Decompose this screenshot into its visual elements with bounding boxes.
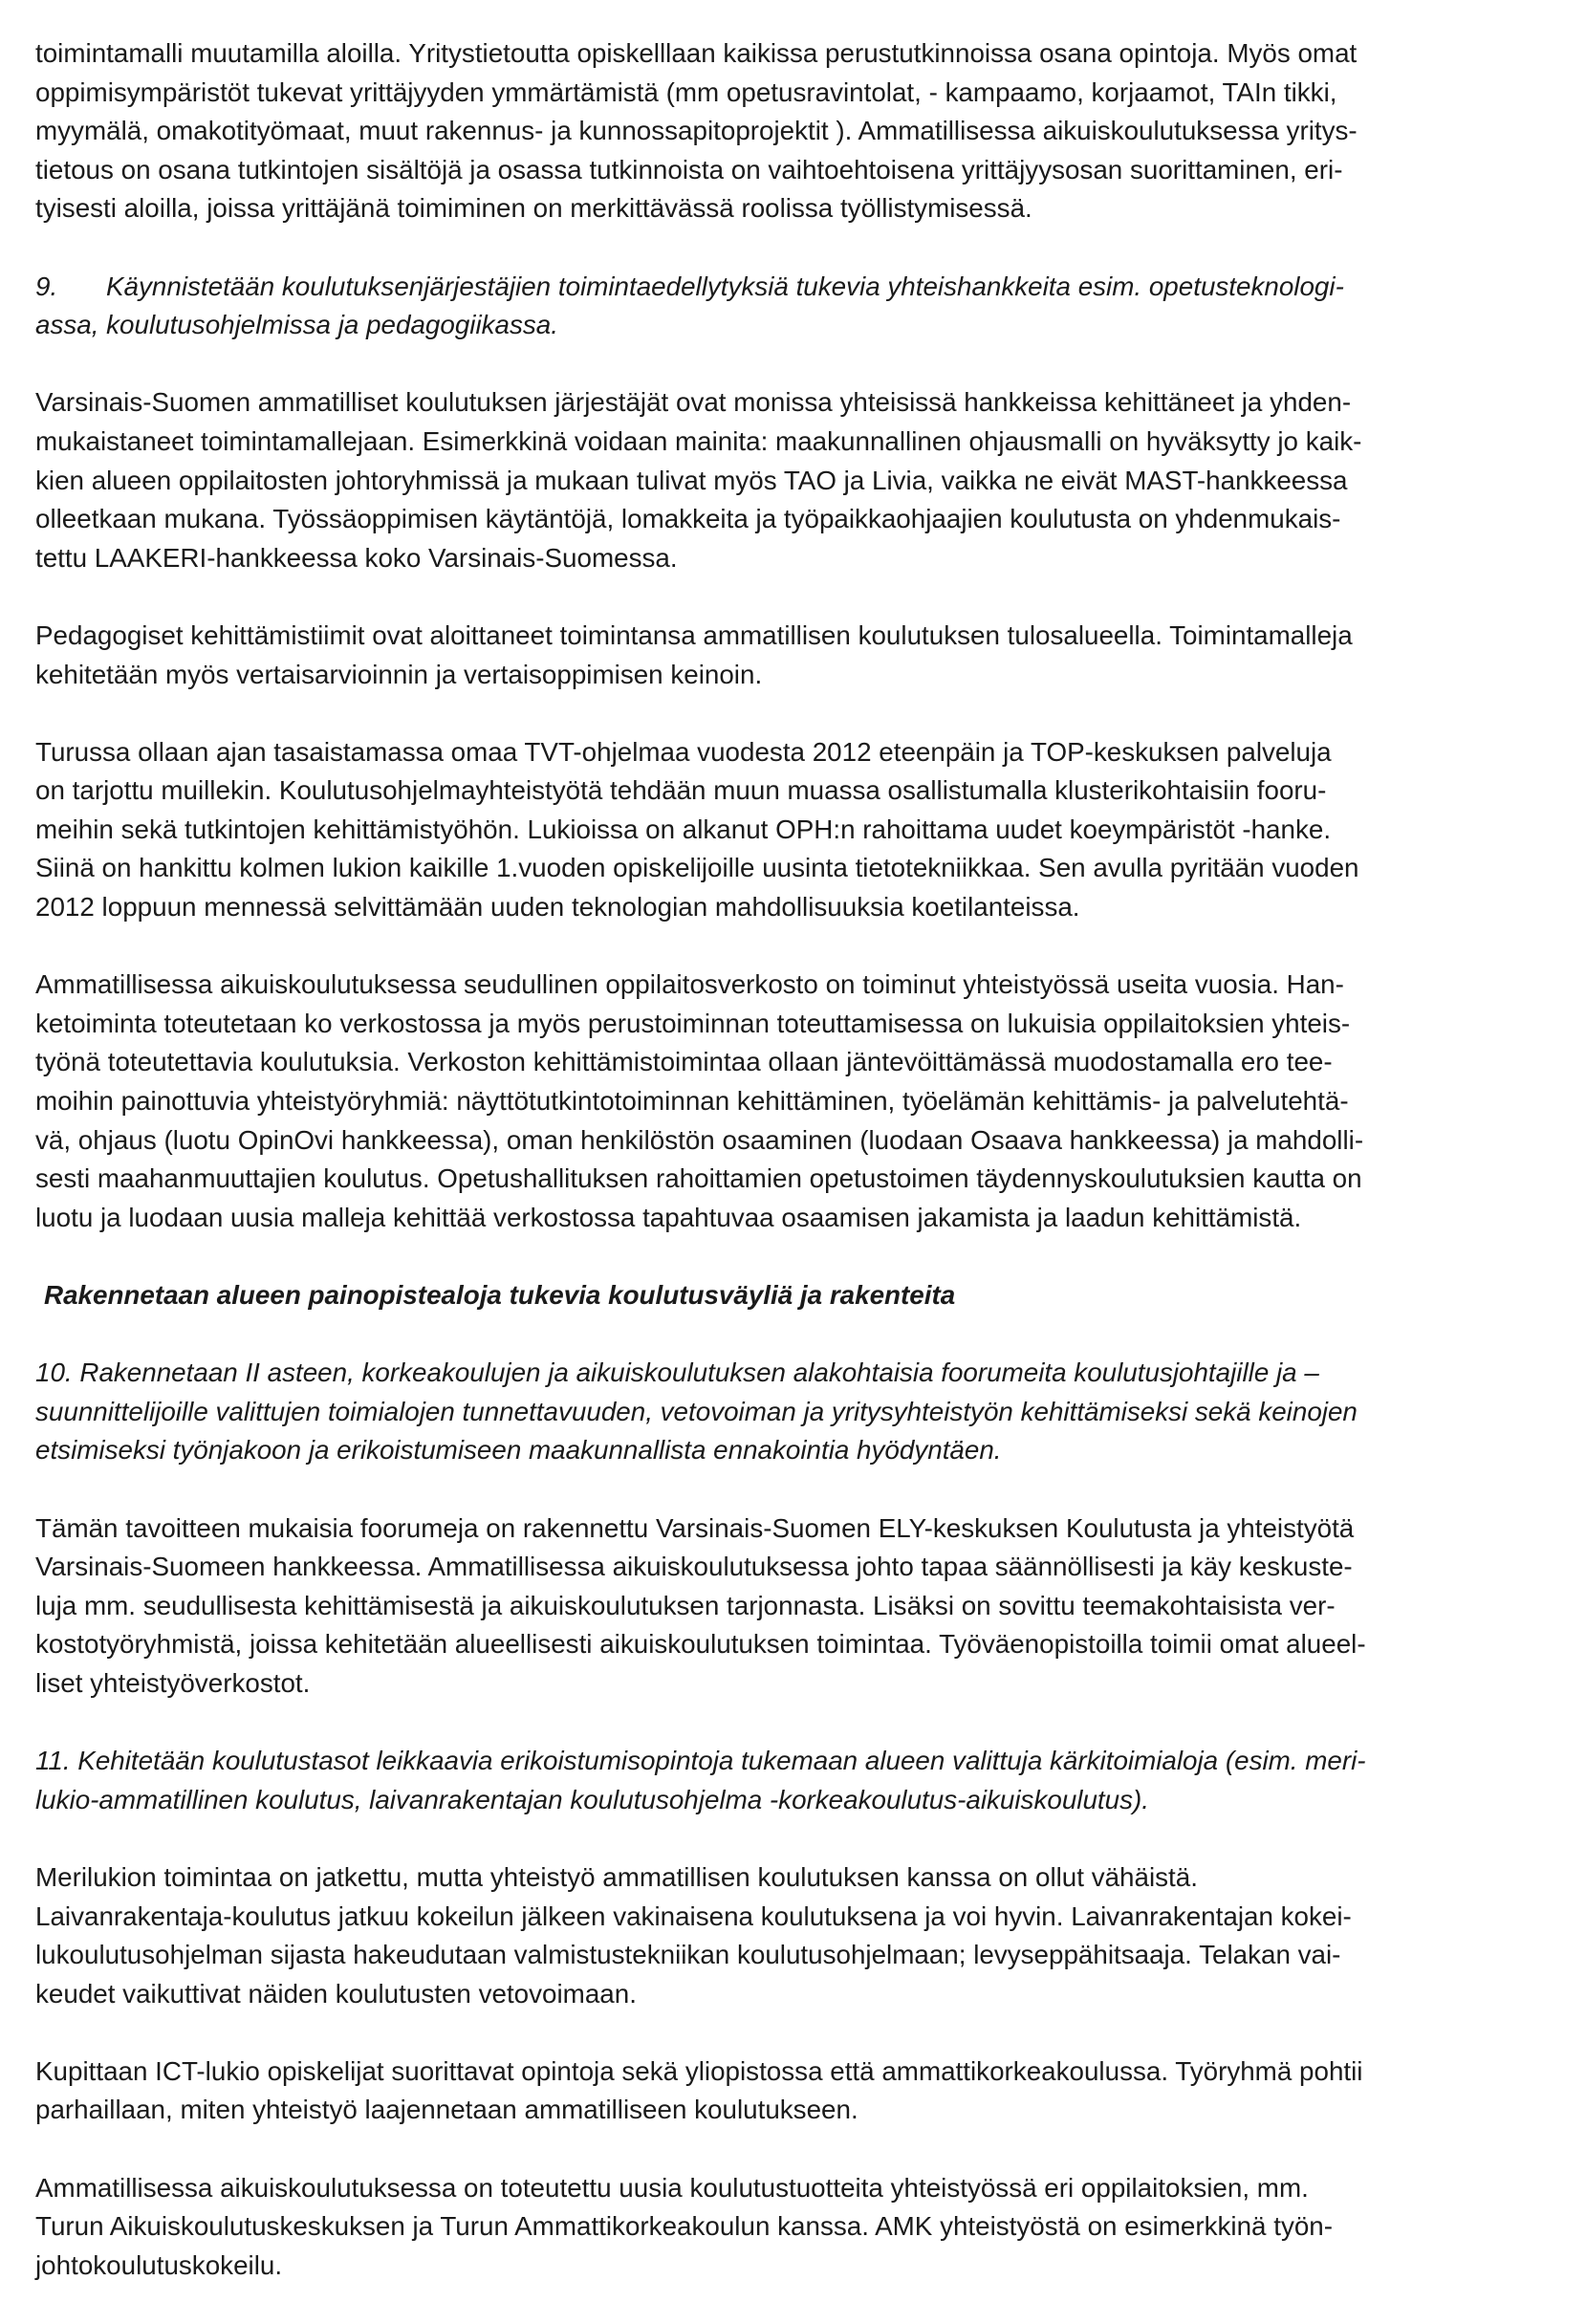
goal-9-heading [35, 268, 1555, 345]
paragraph-turku-tvt [35, 733, 1555, 927]
paragraph-forums [35, 1510, 1555, 1704]
paragraph-pedagogical-teams [35, 617, 1555, 694]
goal-10-heading [35, 1354, 1555, 1470]
paragraph-new-products [35, 2169, 1555, 2286]
text-line: liset yhteistyöverkostot. [35, 1667, 311, 1698]
paragraph-adult-education-network [35, 966, 1555, 1237]
text-line: Tämän tavoitteen mukaisia foorumeja on rakennettu Varsinais-Suomen ELY-keskuksen Koulutusta ja yhteistyötä [35, 1512, 1355, 1543]
text-line: on tarjottu muillekin. Koulutusohjelmayhteistyötä tehdään muun muassa osallistumalla klusterikohtaisiin fooru- [35, 775, 1327, 806]
text-line [35, 268, 1555, 307]
text-line: Varsinais-Suomeen hankkeessa. Ammatillisessa aikuiskoulutuksessa johto tapaa säännöllisesti ja käy keskuste- [35, 1552, 1353, 1582]
text-line: parhaillaan, miten yhteistyö laajennetaan ammatilliseen koulutukseen. [35, 2095, 858, 2125]
text-line: lukio-ammatillinen koulutus, laivanrakentajan koulutusohjelma -korkeakoulutus-aikuiskoulutus). [35, 1784, 1149, 1814]
paragraph-entrepreneurship [35, 34, 1555, 228]
text-line: vä, ohjaus (luotu OpinOvi hankkeessa), oman henkilöstön osaaminen (luodaan Osaava hankkeessa) ja mahdolli- [35, 1124, 1364, 1155]
text-line: Ammatillisessa aikuiskoulutuksessa on toteutettu uusia koulutustuotteita yhteistyössä eri oppilaitoksien, mm. [35, 2172, 1309, 2203]
text-line: tietous on osana tutkintojen sisältöjä ja osassa tutkinnoista on vaihtoehtoisena yrittäjyysosan suorittaminen, eri- [35, 154, 1343, 185]
text-line: sesti maahanmuuttajien koulutus. Opetushallituksen rahoittamien opetustoimen täydennyskoulutuksien kautta on [35, 1163, 1362, 1194]
text-line: ketoiminta toteutetaan ko verkostossa ja myös perustoiminnan toteuttamisessa on lukuisia oppilaitoksien yhteis- [35, 1008, 1351, 1038]
text-line: Varsinais-Suomen ammatilliset koulutuksen järjestäjät ovat monissa yhteisissä hankkeissa kehittäneet ja yhden- [35, 387, 1352, 418]
text-line: Merilukion toimintaa on jatkettu, mutta yhteistyö ammatillisen koulutuksen kanssa on ollut vähäistä. [35, 1861, 1198, 1892]
text-line: luja mm. seudullisesta kehittämisestä ja aikuiskoulutuksen tarjonnasta. Lisäksi on sovittu teemakohtaisista ver- [35, 1590, 1336, 1620]
text-line: etsimiseksi työnjakoon ja erikoistumiseen maakunnallista ennakointia hyödyntäen. [35, 1435, 1002, 1466]
goal-text: Käynnistetään koulutuksenjärjestäjien toimintaedellytyksiä tukevia yhteishankkeita esim. opetusteknologi- [106, 271, 1344, 301]
text-line: keudet vaikuttivat näiden koulutusten vetovoimaan. [35, 1978, 637, 2009]
paragraph-merilukio [35, 1858, 1555, 2013]
text-line: kehitetään myös vertaisarvioinnin ja vertaisoppimisen keinoin. [35, 659, 763, 689]
goal-11-heading [35, 1742, 1555, 1819]
text-line: toimintamalli muutamilla aloilla. Yritystietoutta opiskelllaan kaikissa perustutkinnoissa osana opintoja. Myös omat [35, 38, 1358, 68]
text-line: Laivanrakentaja-koulutus jatkuu kokeilun jälkeen vakinaisena koulutuksena ja voi hyvin. Laivanrakentajan kokei- [35, 1900, 1352, 1931]
text-line: 2012 loppuun mennessä selvittämään uuden teknologian mahdollisuuksia koetilanteissa. [35, 892, 1080, 923]
text-line: kien alueen oppilaitosten johtoryhmissä ja mukaan tulivat myös TAO ja Livia, vaikka ne eivät MAST-hankkeessa [35, 465, 1348, 495]
text-line: Turun Aikuiskoulutuskeskuksen ja Turun Ammattikorkeakoulun kanssa. AMK yhteistyöstä on esimerkkinä työn- [35, 2211, 1334, 2242]
section-heading [35, 1276, 1555, 1315]
text-line: kostotyöryhmistä, joissa kehitetään alueellisesti aikuiskoulutuksen toimintaa. Työväenopistoilla toimii omat alueel- [35, 1629, 1366, 1660]
text-line: assa, koulutusohjelmissa ja pedagogiikassa. [35, 310, 558, 340]
text-line: olleetkaan mukana. Työssäoppimisen käytäntöjä, lomakkeita ja työpaikkaohjaajien koulutusta on yhdenmukais- [35, 504, 1341, 534]
text-line: tettu LAAKERI-hankkeessa koko Varsinais-Suomessa. [35, 542, 678, 573]
goal-number: 9. [35, 271, 58, 301]
text-line: 11. Kehitetään koulutustasot leikkaavia erikoistumisopintoja tukemaan alueen valittuja kärkitoimialoja (esim. meri- [35, 1746, 1366, 1776]
text-line: myymälä, omakotityömaat, muut rakennus- ja kunnossapitoprojektit ). Ammatillisessa aikuiskoulutuksessa yritys- [35, 116, 1358, 146]
text-line: työnä toteutettavia koulutuksia. Verkoston kehittämistoimintaa ollaan jäntevöittämässä muodostamalla ero tee- [35, 1047, 1333, 1077]
text-line: moihin painottuvia yhteistyöryhmiä: näyttötutkintotoiminnan kehittäminen, työelämän kehittämis- ja palvelutehtä- [35, 1086, 1349, 1117]
document-page [35, 34, 1555, 2324]
text-line: lukoulutusohjelman sijasta hakeudutaan valmistustekniikan koulutusohjelmaan; levyseppähitsaaja. Telakan vai- [35, 1940, 1341, 1970]
text-line: johtokoulutuskokeilu. [35, 2249, 283, 2280]
text-line: Pedagogiset kehittämistiimit ovat aloittaneet toimintansa ammatillisen koulutuksen tulosalueella. Toimintamalleja [35, 619, 1353, 650]
text-line: Siinä on hankittu kolmen lukion kaikille 1.vuoden opiskelijoille uusinta tietotekniikkaa. Sen avulla pyritään vuoden [35, 853, 1359, 883]
text-line: tyisesti aloilla, joissa yrittäjänä toimiminen on merkittävässä roolissa työllistymisessä. [35, 193, 1032, 224]
text-line: mukaistaneet toimintamallejaan. Esimerkkinä voidaan mainita: maakunnallinen ohjausmalli on hyväksytty jo kaik- [35, 425, 1362, 456]
paragraph-joint-projects [35, 383, 1555, 577]
text-line: Kupittaan ICT-lukio opiskelijat suorittavat opintoja sekä yliopistossa että ammattikorkeakoulussa. Työryhmä pohtii [35, 2055, 1363, 2086]
text-line: 10. Rakennetaan II asteen, korkeakoulujen ja aikuiskoulutuksen alakohtaisia foorumeita koulutusjohtajille ja – [35, 1357, 1319, 1388]
text-line: suunnittelijoille valittujen toimialojen tunnettavuuden, vetovoiman ja yritysyhteistyön kehittämiseksi sekä keinojen [35, 1396, 1358, 1426]
text-line: Ammatillisessa aikuiskoulutuksessa seudullinen oppilaitosverkosto on toiminut yhteistyössä useita vuosia. Han- [35, 969, 1344, 1000]
section-title: Rakennetaan alueen painopistealoja tukevia koulutusväyliä ja rakenteita [44, 1280, 956, 1310]
text-line: Turussa ollaan ajan tasaistamassa omaa TVT-ohjelmaa vuodesta 2012 eteenpäin ja TOP-keskuksen palveluja [35, 736, 1332, 767]
paragraph-ict-lukio [35, 2053, 1555, 2130]
text-line: meihin sekä tutkintojen kehittämistyöhön. Lukioissa on alkanut OPH:n rahoittama uudet koeympäristöt -hanke. [35, 814, 1332, 844]
text-line: oppimisympäristöt tukevat yrittäjyyden ymmärtämistä (mm opetusravintolat, - kampaamo, korjaamot, TAIn tikki, [35, 76, 1337, 107]
text-line: luotu ja luodaan uusia malleja kehittää verkostossa tapahtuvaa osaamisen jakamista ja laadun kehittämistä. [35, 1202, 1302, 1232]
